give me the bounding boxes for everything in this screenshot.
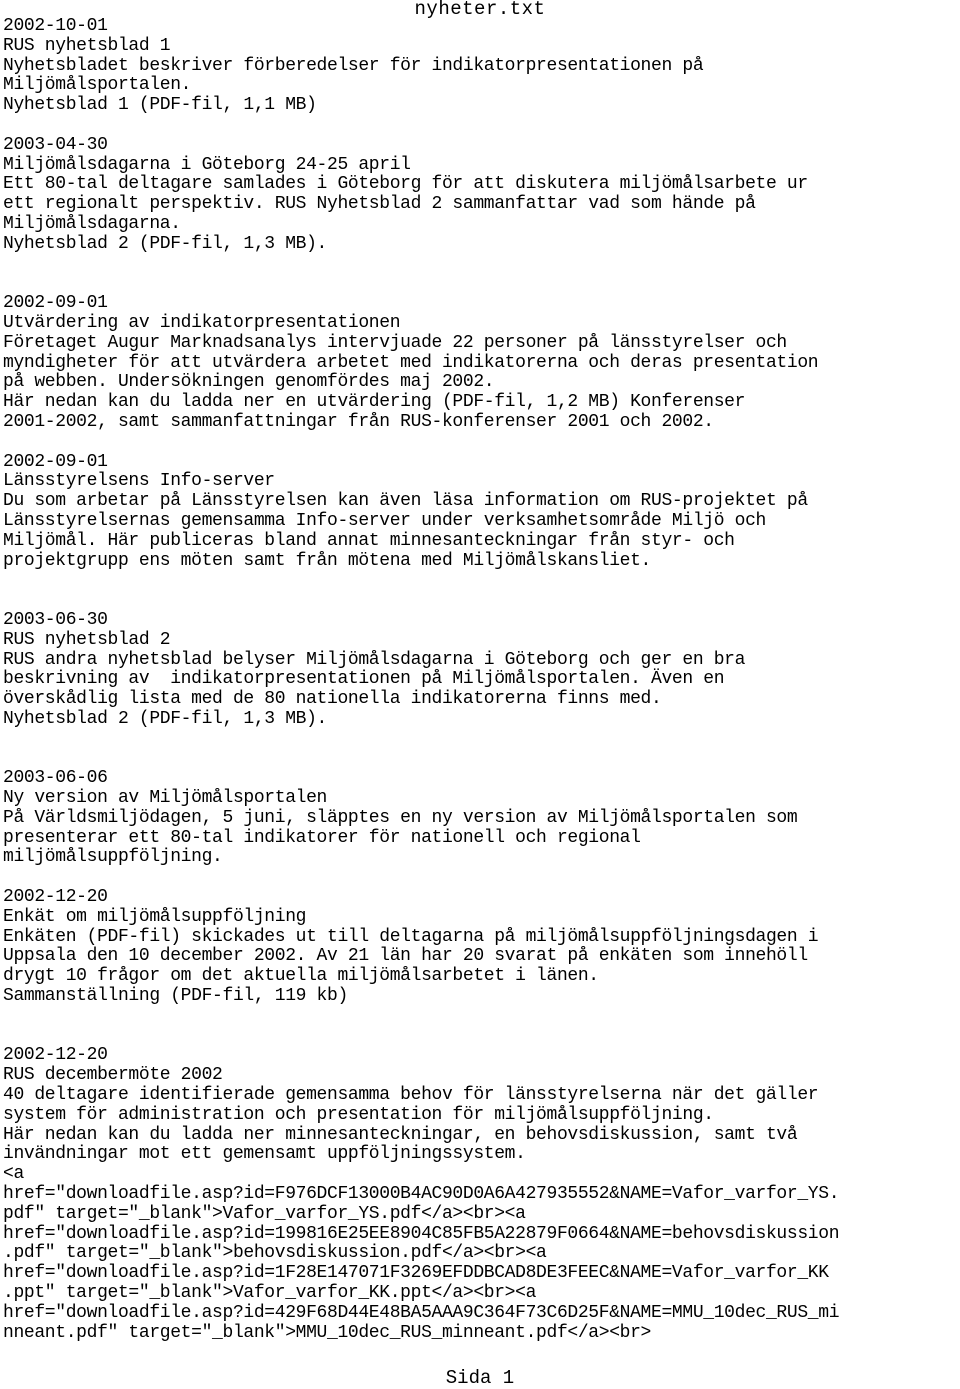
text-line: Enkät om miljömålsuppföljning bbox=[3, 906, 307, 927]
text-line: 2002-09-01 bbox=[3, 293, 108, 314]
text-line: Uppsala den 10 december 2002. Av 21 län har 20 svarat på enkäten som innehöll bbox=[3, 946, 808, 967]
text-line: På Världsmiljödagen, 5 juni, släpptes en ny version av Miljömålsportalen som bbox=[3, 807, 798, 828]
text-line: Miljömålsdagarna i Göteborg 24-25 april bbox=[3, 154, 411, 175]
text-line: 2002-09-01 bbox=[3, 451, 108, 472]
text-line: invändningar mot ett gemensamt uppföljningssystem. bbox=[3, 1144, 526, 1165]
text-line: Sammanställning (PDF-fil, 119 kb) bbox=[3, 986, 348, 1007]
text-line: överskådlig lista med de 80 nationella indikatorerna finns med. bbox=[3, 689, 662, 710]
text-line: Miljömålsportalen. bbox=[3, 75, 192, 96]
blank-line bbox=[3, 116, 958, 136]
text-line: presenterar ett 80-tal indikatorer för nationell och regional bbox=[3, 827, 641, 848]
text-line: RUS nyhetsblad 1 bbox=[3, 35, 171, 56]
text-line: miljömålsuppföljning. bbox=[3, 847, 223, 868]
text-line: Enkäten (PDF-fil) skickades ut till deltagarna på miljömålsuppföljningsdagen i bbox=[3, 926, 819, 947]
blank-line bbox=[3, 868, 958, 888]
text-line: Nyhetsbladet beskriver förberedelser för indikatorpresentationen på bbox=[3, 55, 704, 76]
text-line: 2003-06-06 bbox=[3, 768, 108, 789]
text-line: href="downloadfile.asp?id=199816E25EE8904C85FB5A22879F0664&NAME=behovsdiskussion bbox=[3, 1223, 840, 1244]
text-line: ett regionalt perspektiv. RUS Nyhetsblad 2 sammanfattar vad som hände på bbox=[3, 194, 756, 215]
blank-line bbox=[3, 1027, 958, 1047]
text-line: drygt 10 frågor om det aktuella miljömålsarbetet i länen. bbox=[3, 966, 599, 987]
blank-line bbox=[3, 730, 958, 750]
text-line: Nyhetsblad 2 (PDF-fil, 1,3 MB). bbox=[3, 708, 328, 729]
text-line: href="downloadfile.asp?id=F976DCF13000B4AC90D0A6A427935552&NAME=Vafor_varfor_YS. bbox=[3, 1184, 840, 1205]
blank-line bbox=[3, 433, 958, 453]
page-footer-number: Sida 1 bbox=[445, 1367, 515, 1389]
text-line: pdf" target="_blank">Vafor_varfor_YS.pdf</a><br><a bbox=[3, 1203, 526, 1224]
blank-line bbox=[3, 591, 958, 611]
blank-line bbox=[3, 1007, 958, 1027]
text-line: 2001-2002, samt sammanfattningar från RUS-konferenser 2001 och 2002. bbox=[3, 411, 714, 432]
text-line: 40 deltagare identifierade gemensamma behov för länsstyrelserna när det gäller bbox=[3, 1085, 819, 1106]
text-line: system för administration och presentation för miljömålsuppföljning. bbox=[3, 1104, 714, 1125]
text-line: href="downloadfile.asp?id=429F68D44E48BA5AAA9C364F73C6D25F&NAME=MMU_10dec_RUS_mi bbox=[3, 1302, 840, 1323]
blank-line bbox=[3, 571, 958, 591]
text-line: .ppt" target="_blank">Vafor_varfor_KK.ppt</a><br><a bbox=[3, 1283, 537, 1303]
text-line: .pdf" target="_blank">behovsdiskussion.pdf</a><br><a bbox=[3, 1243, 547, 1264]
text-line: <a bbox=[3, 1164, 24, 1185]
text-line: Nyhetsblad 2 (PDF-fil, 1,3 MB). bbox=[3, 233, 328, 254]
text-line: 2003-04-30 bbox=[3, 134, 108, 155]
text-line: myndigheter för att utvärdera arbetet med indikatorerna och deras presentation bbox=[3, 352, 819, 373]
text-line: Här nedan kan du ladda ner minnesanteckningar, en behovsdiskussion, samt två bbox=[3, 1124, 798, 1145]
text-line: Ny version av Miljömålsportalen bbox=[3, 788, 328, 809]
document-body bbox=[3, 17, 958, 1343]
text-line: Länsstyrelsernas gemensamma Info-server under verksamhetsområde Miljö och bbox=[3, 510, 766, 531]
text-line: 2002-12-20 bbox=[3, 887, 108, 908]
text-line: beskrivning av indikatorpresentationen på Miljömålsportalen. Även en bbox=[3, 669, 725, 690]
blank-line bbox=[3, 255, 958, 275]
text-line: RUS andra nyhetsblad belyser Miljömålsdagarna i Göteborg och ger en bra bbox=[3, 649, 746, 670]
text-line: Utvärdering av indikatorpresentationen bbox=[3, 312, 401, 333]
text-line: 2002-12-20 bbox=[3, 1045, 108, 1066]
text-line: Länsstyrelsens Info-server bbox=[3, 471, 275, 492]
text-line: på webben. Undersökningen genomfördes maj 2002. bbox=[3, 372, 495, 393]
text-line: href="downloadfile.asp?id=1F28E147071F3269EFDDBCAD8DE3FEEC&NAME=Vafor_varfor_KK bbox=[3, 1263, 829, 1284]
text-line: RUS nyhetsblad 2 bbox=[3, 629, 171, 650]
text-line: Du som arbetar på Länsstyrelsen kan även läsa information om RUS-projektet på bbox=[3, 491, 808, 512]
blank-line bbox=[3, 274, 958, 294]
text-line: projektgrupp ens möten samt från mötena med Miljömålskansliet. bbox=[3, 550, 652, 571]
text-line: Ett 80-tal deltagare samlades i Göteborg för att diskutera miljömålsarbete ur bbox=[3, 174, 808, 195]
text-line: Nyhetsblad 1 (PDF-fil, 1,1 MB) bbox=[3, 95, 317, 116]
text-line: Här nedan kan du ladda ner en utvärdering (PDF-fil, 1,2 MB) Konferenser bbox=[3, 392, 746, 413]
text-line: Företaget Augur Marknadsanalys intervjuade 22 personer på länsstyrelser och bbox=[3, 332, 787, 353]
text-line: Miljömålsdagarna. bbox=[3, 213, 181, 234]
text-line: 2002-10-01 bbox=[3, 16, 108, 36]
blank-line bbox=[3, 749, 958, 769]
text-line: 2003-06-30 bbox=[3, 609, 108, 630]
text-line: RUS decembermöte 2002 bbox=[3, 1065, 223, 1086]
text-line: Miljömål. Här publiceras bland annat minnesanteckningar från styr- och bbox=[3, 530, 735, 551]
page-header-filename: nyheter.txt bbox=[414, 0, 546, 20]
text-line: nneant.pdf" target="_blank">MMU_10dec_RUS_minneant.pdf</a><br> bbox=[3, 1322, 652, 1343]
